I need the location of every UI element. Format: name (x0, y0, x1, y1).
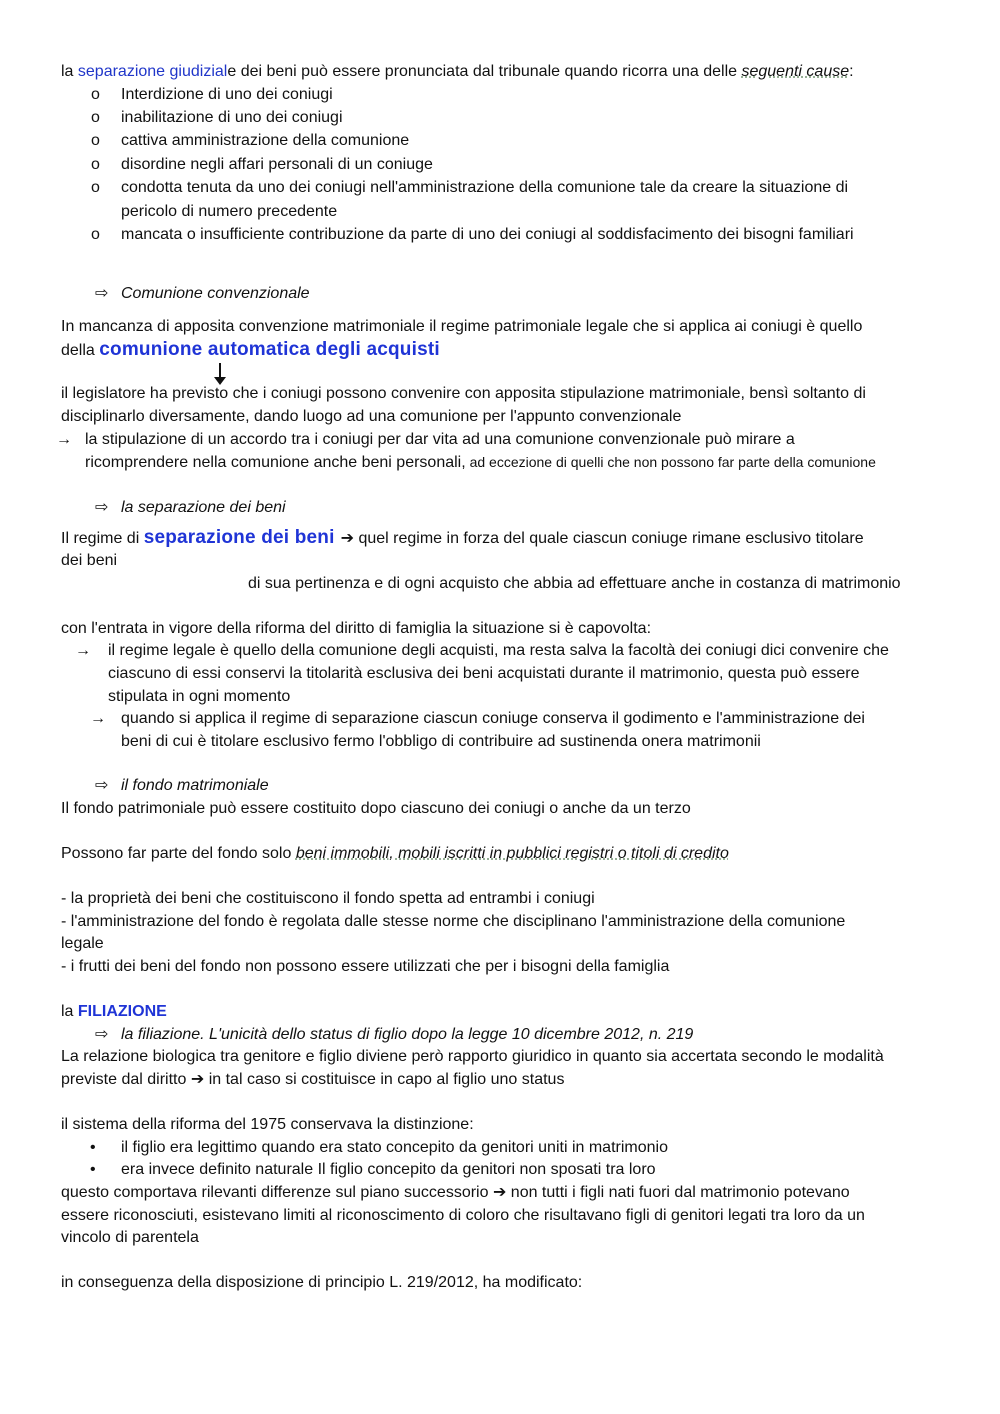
paragraph-small-text: ad eccezione di quelli che non possono far parte della comunione (465, 454, 876, 470)
list-marker: o (91, 109, 100, 126)
paragraph-line: stipulata in ogni momento (108, 688, 291, 705)
paragraph-line (61, 1069, 564, 1091)
dash-item (61, 888, 595, 910)
paragraph-text: previste dal diritto (61, 1071, 191, 1088)
bold-arrow-icon: ➔ (492, 1184, 507, 1201)
paragraph-line (61, 527, 864, 550)
chapter-title-text: FILIAZIONE (77, 1003, 167, 1020)
paragraph-text: quel regime in forza del quale ciascun coniuge rimane esclusivo titolare (354, 530, 864, 547)
right-arrow-icon: → (75, 642, 91, 659)
list-item: cattiva amministrazione della comunione (121, 132, 410, 149)
highlight-term: comunione automatica degli acquisti (99, 339, 440, 360)
paragraph-line: ciascuno di essi conservi la titolarità esclusiva dei beni acquistati durante il matrimonio, questa può essere (108, 665, 860, 682)
paragraph-text: non tutti i figli nati fuori dal matrimonio potevano (506, 1184, 850, 1201)
list-marker: o (91, 132, 100, 149)
paragraph-line: il sistema della riforma del 1975 conservava la distinzione: (61, 1116, 474, 1133)
paragraph-line: in conseguenza della disposizione di principio L. 219/2012, ha modificato: (61, 1274, 583, 1291)
list-marker: o (91, 179, 100, 196)
dash-item-continuation: legale (61, 935, 104, 952)
paragraph-line: con l'entrata in vigore della riforma del diritto di famiglia la situazione si è capovolta: (61, 620, 652, 637)
hollow-arrow-icon: ⇨ (95, 285, 109, 302)
bullet-item: era invece definito naturale Il figlio concepito da genitori non sposati tra loro (121, 1161, 656, 1178)
intro-term: separazione giudizial (77, 63, 228, 80)
intro-prefix: la (61, 63, 78, 80)
list-item: mancata o insufficiente contribuzione da parte di uno dei coniugi al soddisfacimento dei bisogni familiari (121, 226, 854, 243)
paragraph-line: dei beni (61, 552, 118, 569)
chapter-title-prefix: la (61, 1003, 78, 1020)
paragraph-line: Il fondo patrimoniale può essere costituito dopo ciascuno dei coniugi o anche da un terzo (61, 800, 691, 817)
list-item: Interdizione di uno dei coniugi (121, 86, 333, 103)
dash-item (61, 911, 845, 933)
dash-text: la proprietà dei beni che costituiscono il fondo spetta ad entrambi i coniugi (66, 890, 595, 907)
paragraph-line (61, 843, 729, 865)
paragraph-text: in tal caso si costituisce in capo al figlio uno status (204, 1071, 565, 1088)
chapter-title (61, 1001, 167, 1023)
paragraph-line: disciplinarlo diversamente, dando luogo ad una comunione per l'appunto convenzionale (61, 408, 682, 425)
bold-arrow-icon: ➔ (190, 1071, 205, 1088)
section-heading: Comunione convenzionale (121, 285, 310, 302)
dash-marker: - (61, 958, 67, 975)
paragraph-line: In mancanza di apposita convenzione matrimoniale il regime patrimoniale legale che si applica ai coniugi è quello (61, 318, 863, 335)
bold-arrow-icon: ➔ (340, 530, 355, 547)
down-arrow-icon (219, 363, 221, 381)
dash-text: i frutti dei beni del fondo non possono essere utilizzati che per i bisogni della famiglia (66, 958, 670, 975)
list-item: disordine negli affari personali di un coniuge (121, 156, 433, 173)
paragraph-line: di sua pertinenza e di ogni acquisto che abbia ad effettuare anche in costanza di matrimonio (248, 575, 901, 592)
paragraph-line: vincolo di parentela (61, 1229, 199, 1246)
section-heading: la filiazione. L'unicità dello status di figlio dopo la legge 10 dicembre 2012, n. 219 (121, 1026, 694, 1043)
list-marker: o (91, 156, 100, 173)
underlined-term: beni immobili, mobili iscritti in pubblici registri o titoli di credito (295, 845, 729, 862)
hollow-arrow-icon: ⇨ (95, 777, 109, 794)
list-item: condotta tenuta da uno dei coniugi nell'amministrazione della comunione tale da creare la situazione di (121, 179, 849, 196)
paragraph-line (61, 1182, 850, 1204)
dash-text: l'amministrazione del fondo è regolata dalle stesse norme che disciplinano l'amministrazione della comunione (66, 913, 846, 930)
list-item: inabilitazione di uno dei coniugi (121, 109, 343, 126)
list-marker: o (91, 86, 100, 103)
paragraph-line: beni di cui è titolare esclusivo fermo l'obbligo di contribuire ad sustinenda onera matrimonii (121, 733, 761, 750)
list-marker: o (91, 226, 100, 243)
paragraph-line: La relazione biologica tra genitore e figlio diviene però rapporto giuridico in quanto sia accertata secondo le modalità (61, 1048, 884, 1065)
dash-marker: - (61, 890, 67, 907)
bullet-marker: • (90, 1161, 96, 1178)
list-item-continuation: pericolo di numero precedente (121, 203, 338, 220)
paragraph-line: il legislatore ha previsto che i coniugi possono convenire con apposita stipulazione matrimoniale, bensì soltanto di (61, 385, 866, 402)
hollow-arrow-icon: ⇨ (95, 499, 109, 516)
paragraph-line: quando si applica il regime di separazione ciascun coniuge conserva il godimento e l'amministrazione dei (121, 710, 865, 727)
right-arrow-icon: → (90, 710, 106, 727)
hollow-arrow-icon: ⇨ (95, 1026, 109, 1043)
paragraph-line: il regime legale è quello della comunione degli acquisti, ma resta salva la facoltà dei coniugi dici convenire che (108, 642, 889, 659)
intro-middle: e dei beni può essere pronunciata dal tribunale quando ricorra una delle (227, 63, 742, 80)
paragraph-text: Il regime di (61, 530, 144, 547)
section-heading: il fondo matrimoniale (121, 777, 269, 794)
paragraph-text: della (61, 342, 100, 359)
right-arrow-icon: → (56, 431, 72, 448)
intro-causes: seguenti cause (741, 63, 850, 80)
dash-item (61, 956, 669, 978)
bullet-marker: • (90, 1139, 96, 1156)
intro-suffix: : (849, 63, 854, 80)
paragraph-text: ricomprendere nella comunione anche beni personali, (85, 454, 466, 471)
paragraph-line: essere riconosciuti, esistevano limiti al riconoscimento di coloro che risultavano figli di genitori legati tra loro da un (61, 1207, 865, 1224)
section-heading: la separazione dei beni (121, 499, 286, 516)
dash-marker: - (61, 913, 67, 930)
paragraph-line (85, 451, 876, 474)
bullet-item: il figlio era legittimo quando era stato concepito da genitori uniti in matrimonio (121, 1139, 668, 1156)
paragraph-text: Possono far parte del fondo solo (61, 845, 296, 862)
intro-line (61, 61, 854, 83)
paragraph-text: questo comportava rilevanti differenze sul piano successorio (61, 1184, 493, 1201)
paragraph-line: la stipulazione di un accordo tra i coniugi per dar vita ad una comunione convenzionale può mirare a (85, 431, 795, 448)
highlight-term: separazione dei beni (143, 527, 335, 548)
paragraph-line (61, 339, 440, 362)
